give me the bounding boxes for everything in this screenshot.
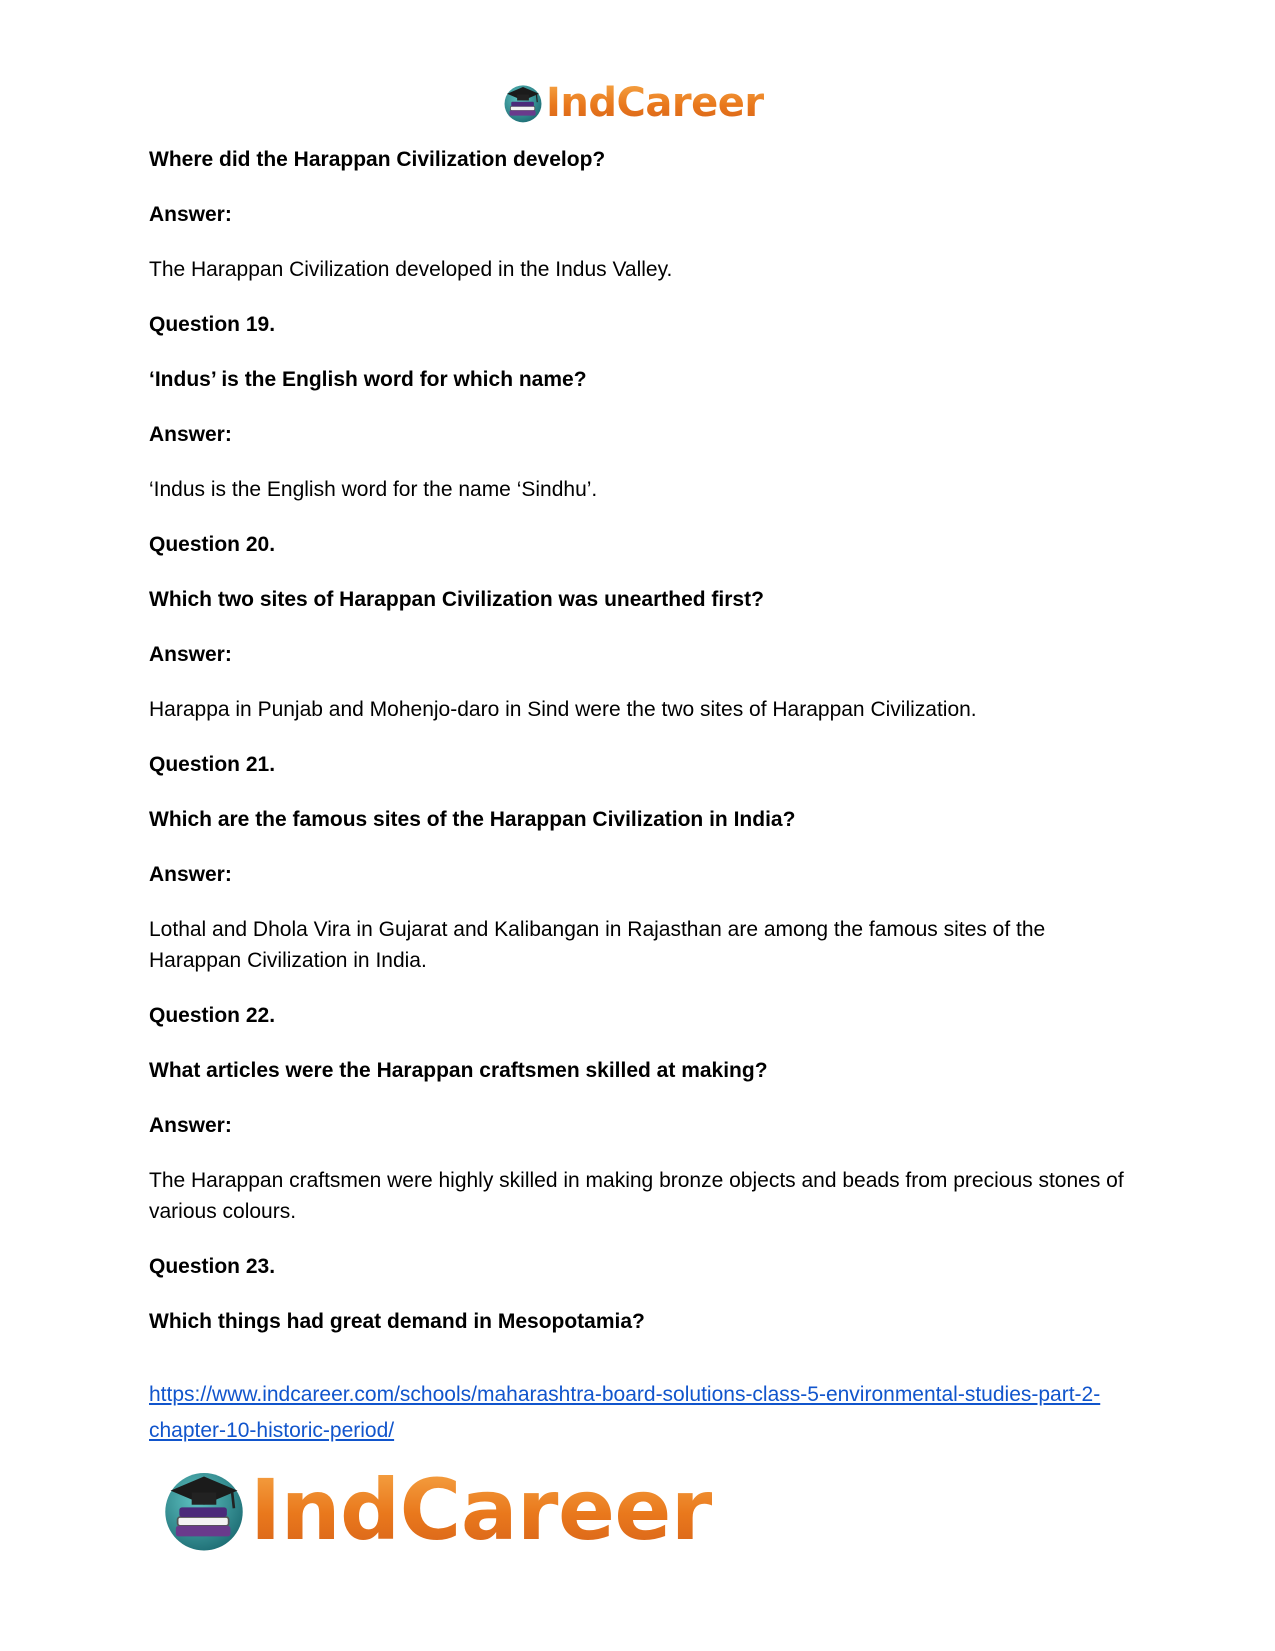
header-logo [502, 80, 764, 126]
graduation-cap-books-icon [502, 82, 544, 124]
answer-text: Harappa in Punjab and Mohenjo-daro in Sind were the two sites of Harappan Civilization. [149, 698, 977, 721]
question-number: Question 19. [149, 313, 276, 336]
answer-label: Answer: [149, 643, 232, 666]
question-text: Which things had great demand in Mesopotamia? [149, 1310, 645, 1333]
question-number: Question 22. [149, 1004, 276, 1027]
question-text: Which are the famous sites of the Harappan Civilization in India? [149, 808, 796, 831]
question-number: Question 23. [149, 1255, 276, 1278]
question-text: ‘Indus’ is the English word for which name? [149, 368, 587, 391]
question-number: Question 20. [149, 533, 276, 556]
question-number: Question 21. [149, 753, 276, 776]
source-link-block [149, 1377, 1139, 1449]
header-logo-text: IndCareer [546, 80, 764, 126]
answer-text: The Harappan craftsmen were highly skilled in making bronze objects and beads from precious stones of various colours. [149, 1169, 1124, 1223]
document-body [149, 144, 1129, 1361]
source-link[interactable]: https://www.indcareer.com/schools/maharashtra-board-solutions-class-5-environmental-studies-part-2-chapter-10-historic-period/ [149, 1383, 1101, 1442]
answer-text: Lothal and Dhola Vira in Gujarat and Kalibangan in Rajasthan are among the famous sites of the Harappan Civilization in India. [149, 918, 1046, 972]
footer-logo-text: IndCareer [250, 1461, 712, 1559]
question-text: Which two sites of Harappan Civilization was unearthed first? [149, 588, 764, 611]
footer-logo [160, 1462, 712, 1558]
graduation-cap-books-icon [160, 1466, 248, 1554]
question-text: What articles were the Harappan craftsmen skilled at making? [149, 1059, 768, 1082]
answer-text: ‘Indus is the English word for the name ‘Sindhu’. [149, 478, 598, 501]
answer-label: Answer: [149, 863, 232, 886]
answer-label: Answer: [149, 203, 232, 226]
answer-label: Answer: [149, 1114, 232, 1137]
answer-label: Answer: [149, 423, 232, 446]
question-text: Where did the Harappan Civilization develop? [149, 148, 606, 171]
answer-text: The Harappan Civilization developed in the Indus Valley. [149, 258, 673, 281]
